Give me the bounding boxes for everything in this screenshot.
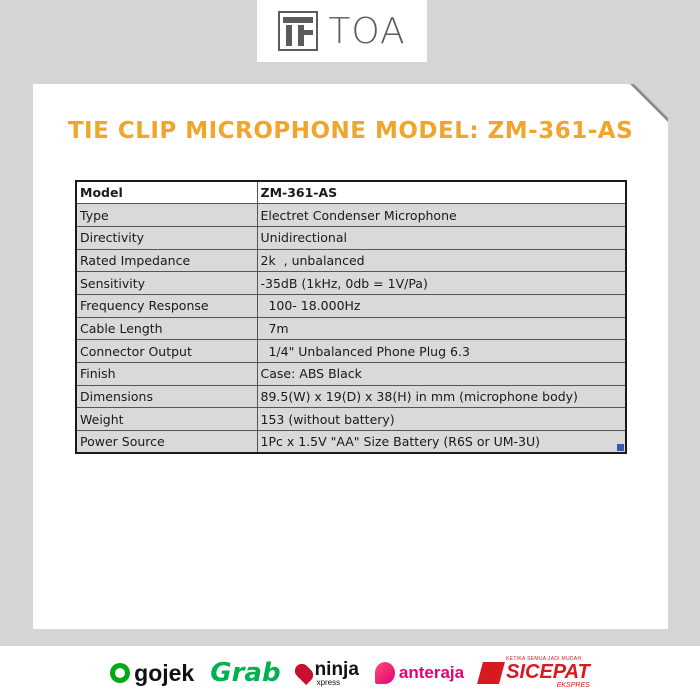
gojek-name: gojek [134, 659, 195, 686]
sicepat-tagline: KETIKA SEMUA JADI MUDAH [506, 656, 582, 662]
row-label: Dimensions [76, 385, 257, 408]
row-label: Rated Impedance [76, 249, 257, 272]
table-row [76, 317, 626, 340]
ninja-name: ninja [314, 658, 359, 680]
row-label: Finish [76, 363, 257, 386]
corner-fold-icon [630, 84, 668, 122]
row-label: Directivity [76, 226, 257, 249]
page-title: TIE CLIP MICROPHONE MODEL: ZM-361-AS [67, 118, 634, 144]
row-value: 153 (without battery) [257, 408, 626, 431]
table-row [76, 249, 626, 272]
row-value: 1Pc x 1.5V "AA" Size Battery (R6S or UM-3U) [257, 431, 626, 454]
row-label: Power Source [76, 431, 257, 454]
row-value: -35dB (1kHz, 0db = 1V/Pa) [257, 272, 626, 295]
brand-name: TOA [328, 10, 406, 52]
spec-table [75, 180, 627, 454]
brand-logo [257, 0, 427, 62]
sicepat-sub: EKSPRES [556, 682, 590, 689]
anteraja-logo [375, 662, 464, 684]
gojek-icon [110, 663, 130, 683]
header-label: Model [76, 181, 257, 204]
toa-mark-icon [278, 11, 318, 51]
grab-name: Grab [210, 658, 281, 688]
table-row [76, 272, 626, 295]
row-value: 100- 18.000Hz [257, 294, 626, 317]
table-row [76, 226, 626, 249]
table-row [76, 385, 626, 408]
row-value: 89.5(W) x 19(D) x 38(H) in mm (microphone body) [257, 385, 626, 408]
table-row [76, 204, 626, 227]
row-value: 2k , unbalanced [257, 249, 626, 272]
sicepat-icon [477, 662, 505, 684]
row-label: Frequency Response [76, 294, 257, 317]
anteraja-name: anteraja [398, 663, 465, 682]
table-row [76, 431, 626, 454]
grab-logo [210, 658, 280, 688]
table-resize-handle[interactable] [617, 444, 624, 451]
anteraja-icon [375, 662, 395, 684]
row-value: 1/4" Unbalanced Phone Plug 6.3 [257, 340, 626, 363]
sicepat-logo [480, 657, 590, 689]
table-row [76, 408, 626, 431]
row-value: Electret Condenser Microphone [257, 204, 626, 227]
row-label: Weight [76, 408, 257, 431]
sicepat-name: SICEPAT [506, 661, 590, 683]
table-row [76, 363, 626, 386]
table-header-row [76, 181, 626, 204]
courier-logos [0, 646, 700, 700]
header-value: ZM-361-AS [257, 181, 626, 204]
row-label: Sensitivity [76, 272, 257, 295]
gojek-logo [110, 660, 194, 687]
table-row [76, 340, 626, 363]
row-value: Unidirectional [257, 226, 626, 249]
row-label: Connector Output [76, 340, 257, 363]
row-value: Case: ABS Black [257, 363, 626, 386]
row-label: Type [76, 204, 257, 227]
ninja-sub: xpress [316, 677, 341, 687]
table-row [76, 294, 626, 317]
row-label: Cable Length [76, 317, 257, 340]
ninja-logo [297, 660, 359, 687]
ninja-pin-icon [292, 661, 316, 685]
spec-card [33, 84, 668, 629]
row-value: 7m [257, 317, 626, 340]
